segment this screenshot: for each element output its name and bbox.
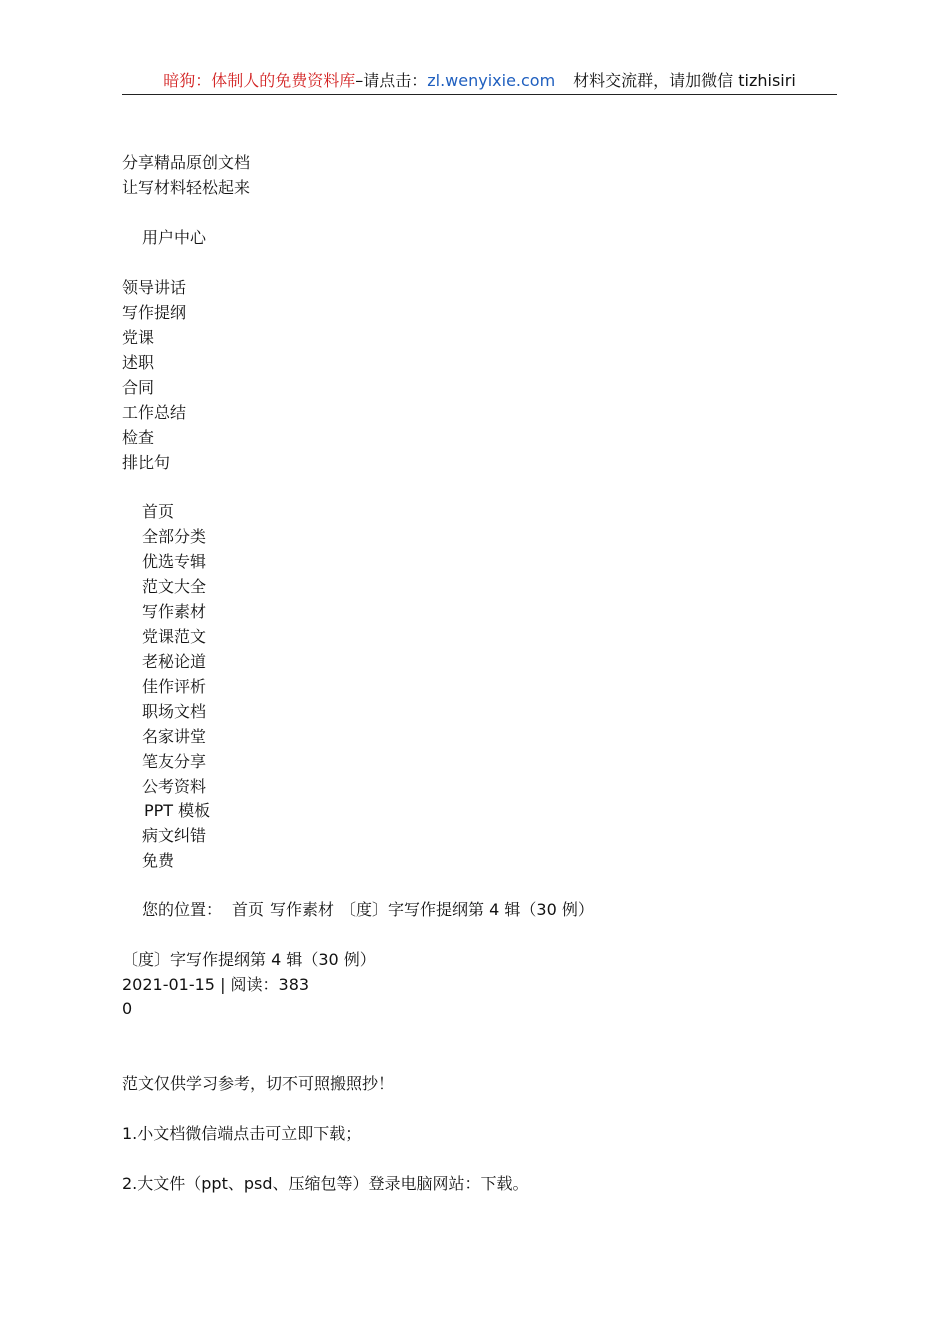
breadcrumb-link-home[interactable]: 首页 <box>232 900 265 919</box>
category-link[interactable]: 检查 <box>122 428 155 447</box>
nav-link-home[interactable]: 首页 <box>142 502 175 521</box>
nav-link[interactable]: 笔友分享 <box>142 752 207 771</box>
category-link[interactable]: 述职 <box>122 353 155 372</box>
category-link[interactable]: 工作总结 <box>122 403 187 422</box>
breadcrumb-current: 〔度〕字写作提纲第 4 辑（30 例） <box>340 900 594 919</box>
category-link[interactable]: 合同 <box>122 378 155 397</box>
nav-link[interactable]: 名家讲堂 <box>142 727 207 746</box>
nav-link[interactable]: 党课范文 <box>142 627 207 646</box>
article-title: 〔度〕字写作提纲第 4 辑（30 例） <box>122 950 376 969</box>
slogan-line-2: 让写材料轻松起来 <box>122 178 251 197</box>
nav-link[interactable]: 老秘论道 <box>142 652 207 671</box>
nav-link[interactable]: 病文纠错 <box>142 826 207 845</box>
user-center-link[interactable]: 用户中心 <box>142 228 207 247</box>
category-link[interactable]: 领导讲话 <box>122 278 187 297</box>
nav-link[interactable]: 范文大全 <box>142 577 207 596</box>
slogan-line-1: 分享精品原创文档 <box>122 153 251 172</box>
nav-link[interactable]: 职场文档 <box>142 702 207 721</box>
nav-link[interactable]: 优选专辑 <box>142 552 207 571</box>
notice-item: 1.小文档微信端点击可立即下载； <box>122 1124 362 1143</box>
header-site-link[interactable]: zl.wenyixie.com <box>427 71 556 90</box>
breadcrumb-link-category[interactable]: 写作素材 <box>270 900 335 919</box>
breadcrumb <box>142 897 594 922</box>
nav-link[interactable]: 公考资料 <box>142 777 207 796</box>
header-prompt-text: –请点击： <box>355 71 428 90</box>
notice-warning: 范文仅供学习参考，切不可照搬照抄！ <box>122 1074 395 1093</box>
category-link[interactable]: 党课 <box>122 328 155 347</box>
article-meta: 2021-01-15 | 阅读：383 <box>122 975 310 994</box>
header-brand-text: 暗狗：体制人的免费资料库 <box>163 71 356 90</box>
header-group-text: 材料交流群，请加微信 tizhisiri <box>573 71 796 90</box>
nav-link[interactable]: PPT 模板 <box>144 801 211 820</box>
article-count: 0 <box>122 999 133 1018</box>
nav-link[interactable]: 佳作评析 <box>142 677 207 696</box>
nav-link-free[interactable]: 免费 <box>142 851 175 870</box>
notice-item: 2.大文件（ppt、psd、压缩包等）登录电脑网站：下载。 <box>122 1174 529 1193</box>
category-link[interactable]: 写作提纲 <box>122 303 187 322</box>
nav-link[interactable]: 全部分类 <box>142 527 207 546</box>
nav-link[interactable]: 写作素材 <box>142 602 207 621</box>
breadcrumb-label: 您的位置： <box>142 900 223 919</box>
site-header-banner <box>122 68 837 95</box>
category-link[interactable]: 排比句 <box>122 453 171 472</box>
